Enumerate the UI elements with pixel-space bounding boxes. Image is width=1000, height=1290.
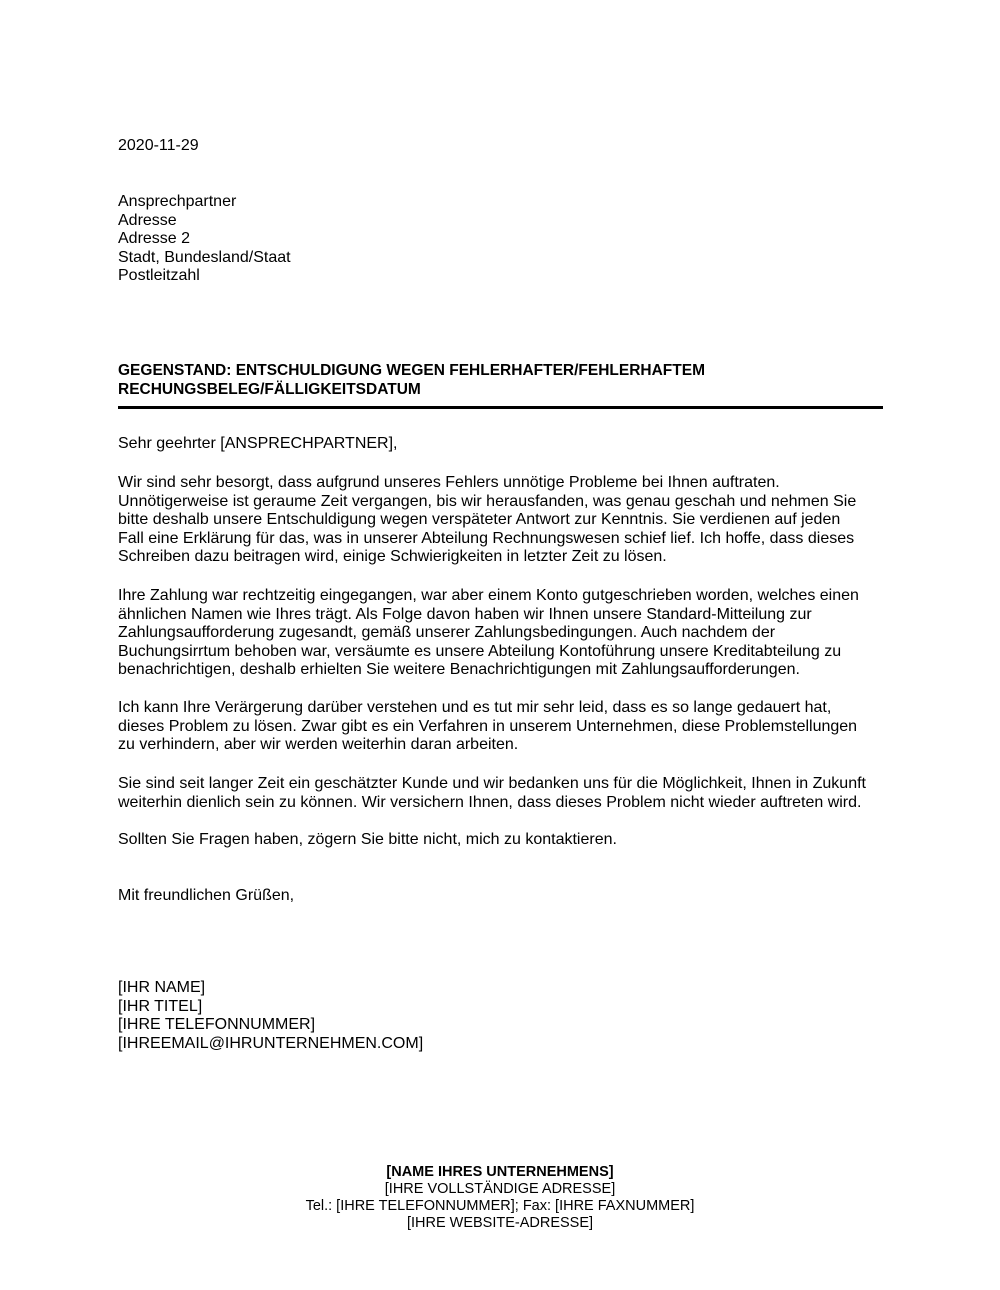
paragraph-line: Buchungsirrtum behoben war, versäumte es unsere Abteilung Kontoführung unsere Kreditabteilung zu xyxy=(118,642,842,660)
paragraph-line: weiterhin dienlich sein zu können. Wir versichern Ihnen, dass dieses Problem nicht wieder auftreten wird. xyxy=(118,793,862,811)
body-paragraph-1 xyxy=(118,474,888,567)
recipient-address xyxy=(118,193,291,286)
subject-line-2: RECHUNGSBELEG/FÄLLIGKEITSDATUM xyxy=(118,380,421,398)
paragraph-line: Sie sind seit langer Zeit ein geschätzter Kunde und wir bedanken uns für die Möglichkeit, Ihnen in Zukunft xyxy=(118,775,866,792)
signature-phone: [IHRE TELEFONNUMMER] xyxy=(118,1016,316,1033)
paragraph-line: dieses Problem zu lösen. Zwar gibt es ein Verfahren in unserem Unternehmen, diese Problemstellungen xyxy=(118,717,858,735)
footer-contact: Tel.: [IHRE TELEFONNUMMER]; Fax: [IHRE FAXNUMMER] xyxy=(305,1198,695,1214)
paragraph-line: bitte deshalb unsere Entschuldigung wegen verspäteter Antwort zur Kenntnis. Sie verdienen auf jeden xyxy=(118,511,841,529)
paragraph-line: Fall eine Erklärung für das, was in unserer Abteilung Rechnungswesen schief lief. Ich hoffe, dass dieses xyxy=(118,529,855,547)
closing-phrase: Mit freundlichen Grüßen, xyxy=(118,887,295,904)
signature-block xyxy=(118,979,423,1053)
paragraph-line: Ihre Zahlung war rechtzeitig eingegangen, war aber einem Konto gutgeschrieben worden, welches einen xyxy=(118,587,859,604)
signature-email: [IHREEMAIL@IHRUNTERNEHMEN.COM] xyxy=(118,1034,424,1052)
body-paragraph-4 xyxy=(118,775,888,812)
body-paragraph-5 xyxy=(118,831,888,850)
footer-website: [IHRE WEBSITE-ADRESSE] xyxy=(406,1215,594,1231)
recipient-zip: Postleitzahl xyxy=(118,267,200,284)
subject-divider xyxy=(118,406,883,409)
recipient-city-state: Stadt, Bundesland/Staat xyxy=(118,248,291,266)
letter-date: 2020-11-29 xyxy=(118,137,199,154)
paragraph-line: Wir sind sehr besorgt, dass aufgrund unseres Fehlers unnötige Probleme bei Ihnen auftraten. xyxy=(118,474,780,491)
signature-title: [IHR TITEL] xyxy=(118,997,203,1015)
paragraph-line: ähnlichen Namen wie Ihres trägt. Als Folge davon haben wir Ihnen unsere Standard-Mitteilung zur xyxy=(118,605,812,623)
body-paragraph-3 xyxy=(118,699,888,755)
paragraph-line: Zahlungsaufforderung zugesandt, gemäß unserer Zahlungsbedingungen. Auch nachdem der xyxy=(118,624,776,642)
salutation: Sehr geehrter [ANSPRECHPARTNER], xyxy=(118,435,398,452)
paragraph-line: zu verhindern, aber wir werden weiterhin daran arbeiten. xyxy=(118,736,519,754)
paragraph-line: Ich kann Ihre Verärgerung darüber verstehen und es tut mir sehr leid, dass es so lange gedauert hat, xyxy=(118,699,832,716)
footer-address: [IHRE VOLLSTÄNDIGE ADRESSE] xyxy=(384,1181,616,1197)
recipient-address-line-2: Adresse 2 xyxy=(118,230,191,247)
body-paragraph-2 xyxy=(118,587,888,680)
signature-name: [IHR NAME] xyxy=(118,979,206,996)
paragraph-line: Sollten Sie Fragen haben, zögern Sie bitte nicht, mich zu kontaktieren. xyxy=(118,831,617,848)
recipient-contact: Ansprechpartner xyxy=(118,193,237,210)
paragraph-line: Schreiben dazu beitragen wird, einige Schwierigkeiten in letzter Zeit zu lösen. xyxy=(118,548,667,566)
recipient-address-line-1: Adresse xyxy=(118,211,177,229)
paragraph-line: Unnötigerweise ist geraume Zeit vergangen, bis wir herausfanden, was genau geschah und nehmen Sie xyxy=(118,492,857,510)
footer-company-name: [NAME IHRES UNTERNEHMENS] xyxy=(386,1164,614,1180)
company-footer xyxy=(0,1164,1000,1232)
paragraph-line: benachrichtigen, deshalb erhielten Sie weitere Benachrichtigungen mit Zahlungsaufforderungen. xyxy=(118,661,800,679)
subject-line-1: GEGENSTAND: ENTSCHULDIGUNG WEGEN FEHLERHAFTER/FEHLERHAFTEM xyxy=(118,362,705,379)
subject-heading xyxy=(118,362,882,399)
